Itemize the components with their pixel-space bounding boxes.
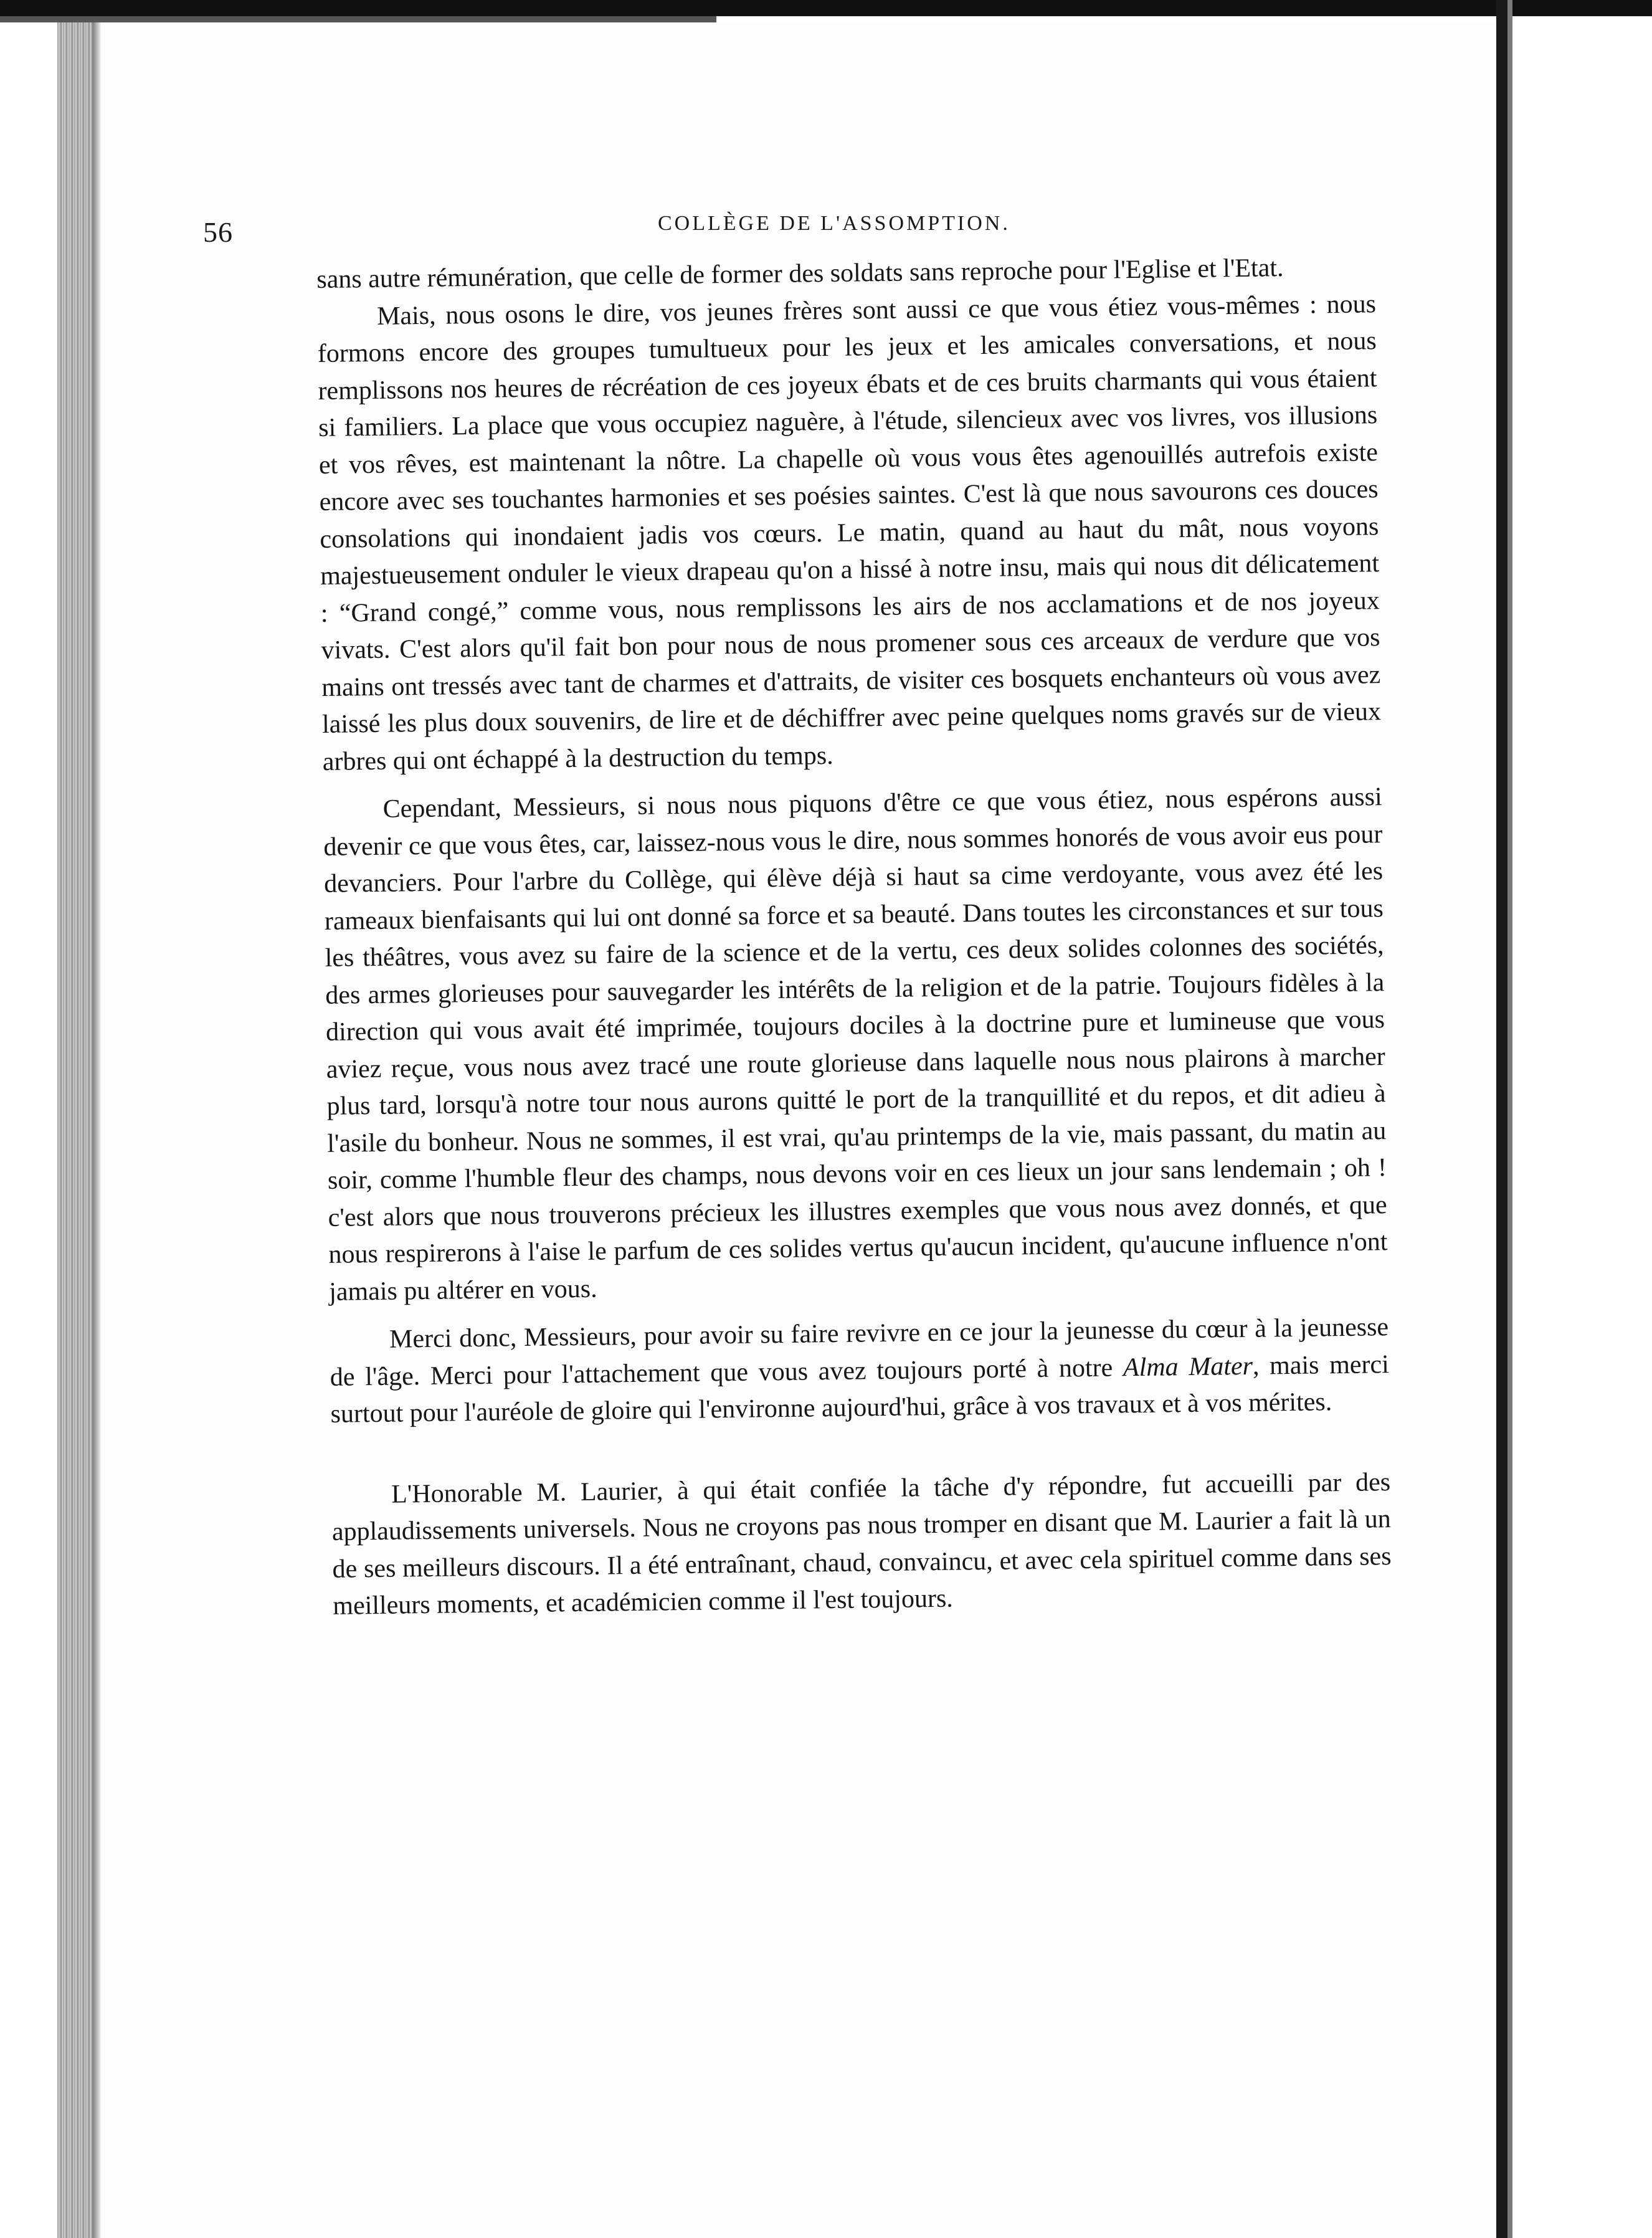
running-head: COLLÈGE DE L'ASSOMPTION.	[658, 212, 1010, 235]
page-number: 56	[203, 216, 233, 248]
paragraph: Mais, nous osons le dire, vos jeunes frères sont aussi ce que vous étiez vous-mêmes : nous formons encore des groupes tumultueux pour les jeux et les amicales conversations, et nous remplissons nos heures de récréation de ces joyeux ébats et de ces bruits charmants qui vous étaient si familiers. La place que vous occupiez naguère, à l'étude, silencieux avec vos livres, vos illusions et vos rêves, est maintenant la nôtre. La chapelle où vous vous êtes agenouillés autrefois existe encore avec ses touchantes harmonies et ses poésies saintes. C'est là que nous savourons ces douces consolations qui inondaient jadis vos cœurs. Le matin, quand au haut du mât, nous voyons majestueusement onduler le vieux drapeau qu'on a hissé à notre insu, mais qui nous dit délicatement : “Grand congé,” comme vous, nous remplissons les airs de nos acclamations et de nos joyeux vivats. C'est alors qu'il fait bon pour nous de nous promener sous ces arceaux de verdure que vos mains ont tressés avec tant de charmes et d'attraits, de visiter ces bosquets enchanteurs où vous avez laissé les plus doux souvenirs, de lire et de déchiffrer avec peine quelques noms gravés sur de vieux arbres qui ont échappé à la destruction du temps.	[317, 289, 1382, 776]
scan-top-shadow	[0, 16, 716, 22]
paragraph: Cependant, Messieurs, si nous nous piquons d'être ce que vous étiez, nous espérons aussi devenir ce que vous êtes, car, laissez-nous vous le dire, nous sommes honorés de vous avoir eus pour devanciers. Pour l'arbre du Collège, qui élève déjà si haut sa cime verdoyante, vous avez été les rameaux bienfaisants qui lui ont donné sa force et sa beauté. Dans toutes les circonstances et sur tous les théâtres, vous avez su faire de la science et de la vertu, ces deux solides colonnes des sociétés, des armes glorieuses pour sauvegarder les intérêts de la religion et de la patrie. Toujours fidèles à la direction qui vous avait été imprimée, toujours dociles à la doctrine pure et lumineuse que vous aviez reçue, vous nous avez tracé une route glorieuse dans laquelle nous nous plairons à marcher plus tard, lorsqu'à notre tour nous aurons quitté le port de la tranquillité et du repos, et dit adieu à l'asile du bonheur. Nous ne sommes, il est vrai, qu'au printemps de la vie, mais passant, du matin au soir, comme l'humble fleur des champs, nous devons voir en ces lieux un jour sans lendemain ; oh ! c'est alors que nous trouverons précieux les illustres exemples que vous nous avez donnés, et que nous respirerons à l'aise le parfum de ces solides vertus qu'aucun incident, qu'aucune influence n'ont jamais pu altérer en vous.	[323, 783, 1388, 1307]
paragraph-laurier: L'Honorable M. Laurier, à qui était confiée la tâche d'y répondre, fut accueilli par des applaudissements universels. Nous ne croyons pas nous tromper en disant que M. Laurier a fait là un de ses meilleurs discours. Il a été entraînant, chaud, convaincu, et avec cela spirituel comme dans ses meilleurs moments, et académicien comme il l'est toujours.	[331, 1467, 1392, 1621]
paragraph-continuation: sans autre rémunération, que celle de former des soldats sans reproche pour l'Eglise et l'Etat.	[316, 254, 1284, 294]
paragraph-text-after: , mais merci surtout pour l'auréole de gloire qui l'environne aujourd'hui, grâce à vos travaux et à vos mérites.	[330, 1350, 1390, 1429]
paragraph-alma-mater	[330, 1309, 1390, 1433]
book-gutter-shadow	[92, 22, 101, 2238]
book-page-edges	[57, 22, 92, 2238]
body-text	[316, 249, 1392, 1625]
scan-top-border	[0, 0, 1652, 16]
facing-page-border	[1496, 0, 1507, 2238]
paragraph-emphasis: Alma Mater	[1123, 1351, 1253, 1382]
facing-page-border-shadow	[1507, 0, 1512, 2238]
paragraph-text-before: Merci donc, Messieurs, pour avoir su faire revivre en ce jour la jeunesse du cœur à la jeunesse de l'âge. Merci pour l'attachement que vous avez toujours porté à notre	[330, 1313, 1389, 1392]
